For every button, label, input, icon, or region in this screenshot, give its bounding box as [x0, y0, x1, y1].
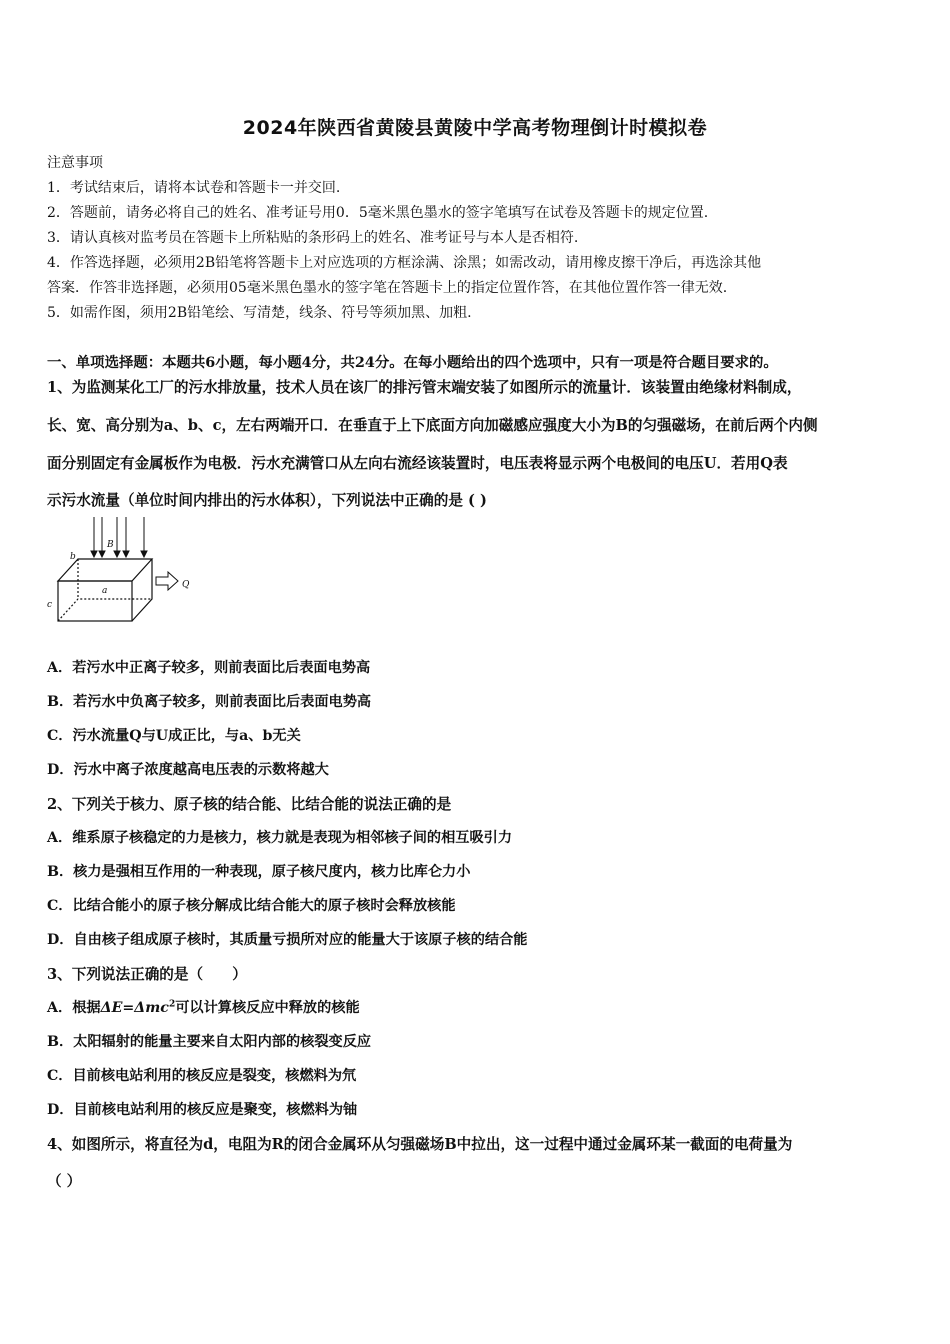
question-4-line: 4、如图所示，将直径为d，电阻为R的闭合金属环从匀强磁场B中拉出，这一过程中通过金属环某一截面的电荷量为: [47, 1136, 793, 1153]
notice-item: 3．请认真核对监考员在答题卡上所粘贴的条形码上的姓名、准考证号与本人是否相符.: [47, 230, 579, 246]
question-1-line: 1、为监测某化工厂的污水排放量，技术人员在该厂的排污管末端安装了如图所示的流量计．该装置由绝缘材料制成，: [47, 379, 802, 396]
question-1-line: 示污水流量（单位时间内排出的污水体积），下列说法中正确的是 ( ): [47, 492, 487, 509]
q1-option-b: B．若污水中负离子较多，则前表面比后表面电势高: [47, 694, 372, 710]
figure-label-Q: Q: [182, 580, 190, 590]
figure-label-a: a: [102, 586, 108, 596]
notice-item: 5．如需作图，须用2B铅笔绘、写清楚，线条、符号等须加黑、加粗.: [47, 305, 472, 321]
q1-option-a: A．若污水中正离子较多，则前表面比后表面电势高: [47, 660, 371, 676]
q1-option-d: D．污水中离子浓度越高电压表的示数将越大: [47, 762, 329, 778]
question-3-stem: 3、下列说法正确的是（ ）: [47, 966, 247, 983]
notice-item: 2．答题前，请务必将自己的姓名、准考证号用0．5毫米黑色墨水的签字笔填写在试卷及答题卡的规定位置.: [47, 205, 709, 221]
q1-option-c: C．污水流量Q与U成正比，与a、b无关: [47, 728, 301, 744]
notice-item: 1．考试结束后，请将本试卷和答题卡一并交回.: [47, 180, 341, 196]
notice-item: 答案．作答非选择题，必须用05毫米黑色墨水的签字笔在答题卡上的指定位置作答，在其他位置作答一律无效.: [47, 280, 728, 296]
mass-energy-formula: ΔE=Δmc: [100, 1000, 169, 1016]
figure-label-b: b: [70, 552, 76, 562]
figure-label-B: B: [107, 540, 114, 550]
q3-option-d: D．目前核电站利用的核反应是聚变，核燃料为铀: [47, 1102, 358, 1118]
page-title: 2024年陕西省黄陵县黄陵中学高考物理倒计时模拟卷: [242, 117, 708, 139]
flowmeter-figure: [44, 515, 204, 627]
question-1-line: 面分别固定有金属板作为电极．污水充满管口从左向右流经该装置时，电压表将显示两个电极间的电压U．若用Q表: [47, 455, 788, 472]
q2-option-b: B．核力是强相互作用的一种表现，原子核尺度内，核力比库仑力小: [47, 864, 471, 880]
q2-option-c: C．比结合能小的原子核分解成比结合能大的原子核时会释放核能: [47, 898, 456, 914]
q3-option-a: [47, 997, 360, 1017]
q2-option-a: A．维系原子核稳定的力是核力，核力就是表现为相邻核子间的相互吸引力: [47, 830, 513, 846]
question-4-line: （ ）: [47, 1173, 82, 1190]
q3-option-a-prefix: A．根据: [47, 1000, 101, 1016]
q2-option-d: D．自由核子组成原子核时，其质量亏损所对应的能量大于该原子核的结合能: [47, 932, 528, 948]
q3-option-a-suffix: 可以计算核反应中释放的核能: [175, 1000, 360, 1016]
q3-option-c: C．目前核电站利用的核反应是裂变，核燃料为氘: [47, 1068, 357, 1084]
formula-exponent: 2: [168, 999, 176, 1010]
q3-option-b: B．太阳辐射的能量主要来自太阳内部的核裂变反应: [47, 1034, 372, 1050]
section-heading: 一、单项选择题：本题共6小题，每小题4分，共24分。在每小题给出的四个选项中，只有一项是符合题目要求的。: [47, 354, 778, 371]
figure-label-c: c: [47, 600, 53, 610]
question-2-stem: 2、下列关于核力、原子核的结合能、比结合能的说法正确的是: [47, 796, 452, 813]
notice-heading: 注意事项: [47, 155, 103, 171]
question-1-line: 长、宽、高分别为a、b、c，左右两端开口．在垂直于上下底面方向加磁感应强度大小为B的匀强磁场，在前后两个内侧: [47, 417, 818, 434]
notice-item: 4．作答选择题，必须用2B铅笔将答题卡上对应选项的方框涂满、涂黑；如需改动，请用橡皮擦干净后，再选涂其他: [47, 255, 762, 271]
